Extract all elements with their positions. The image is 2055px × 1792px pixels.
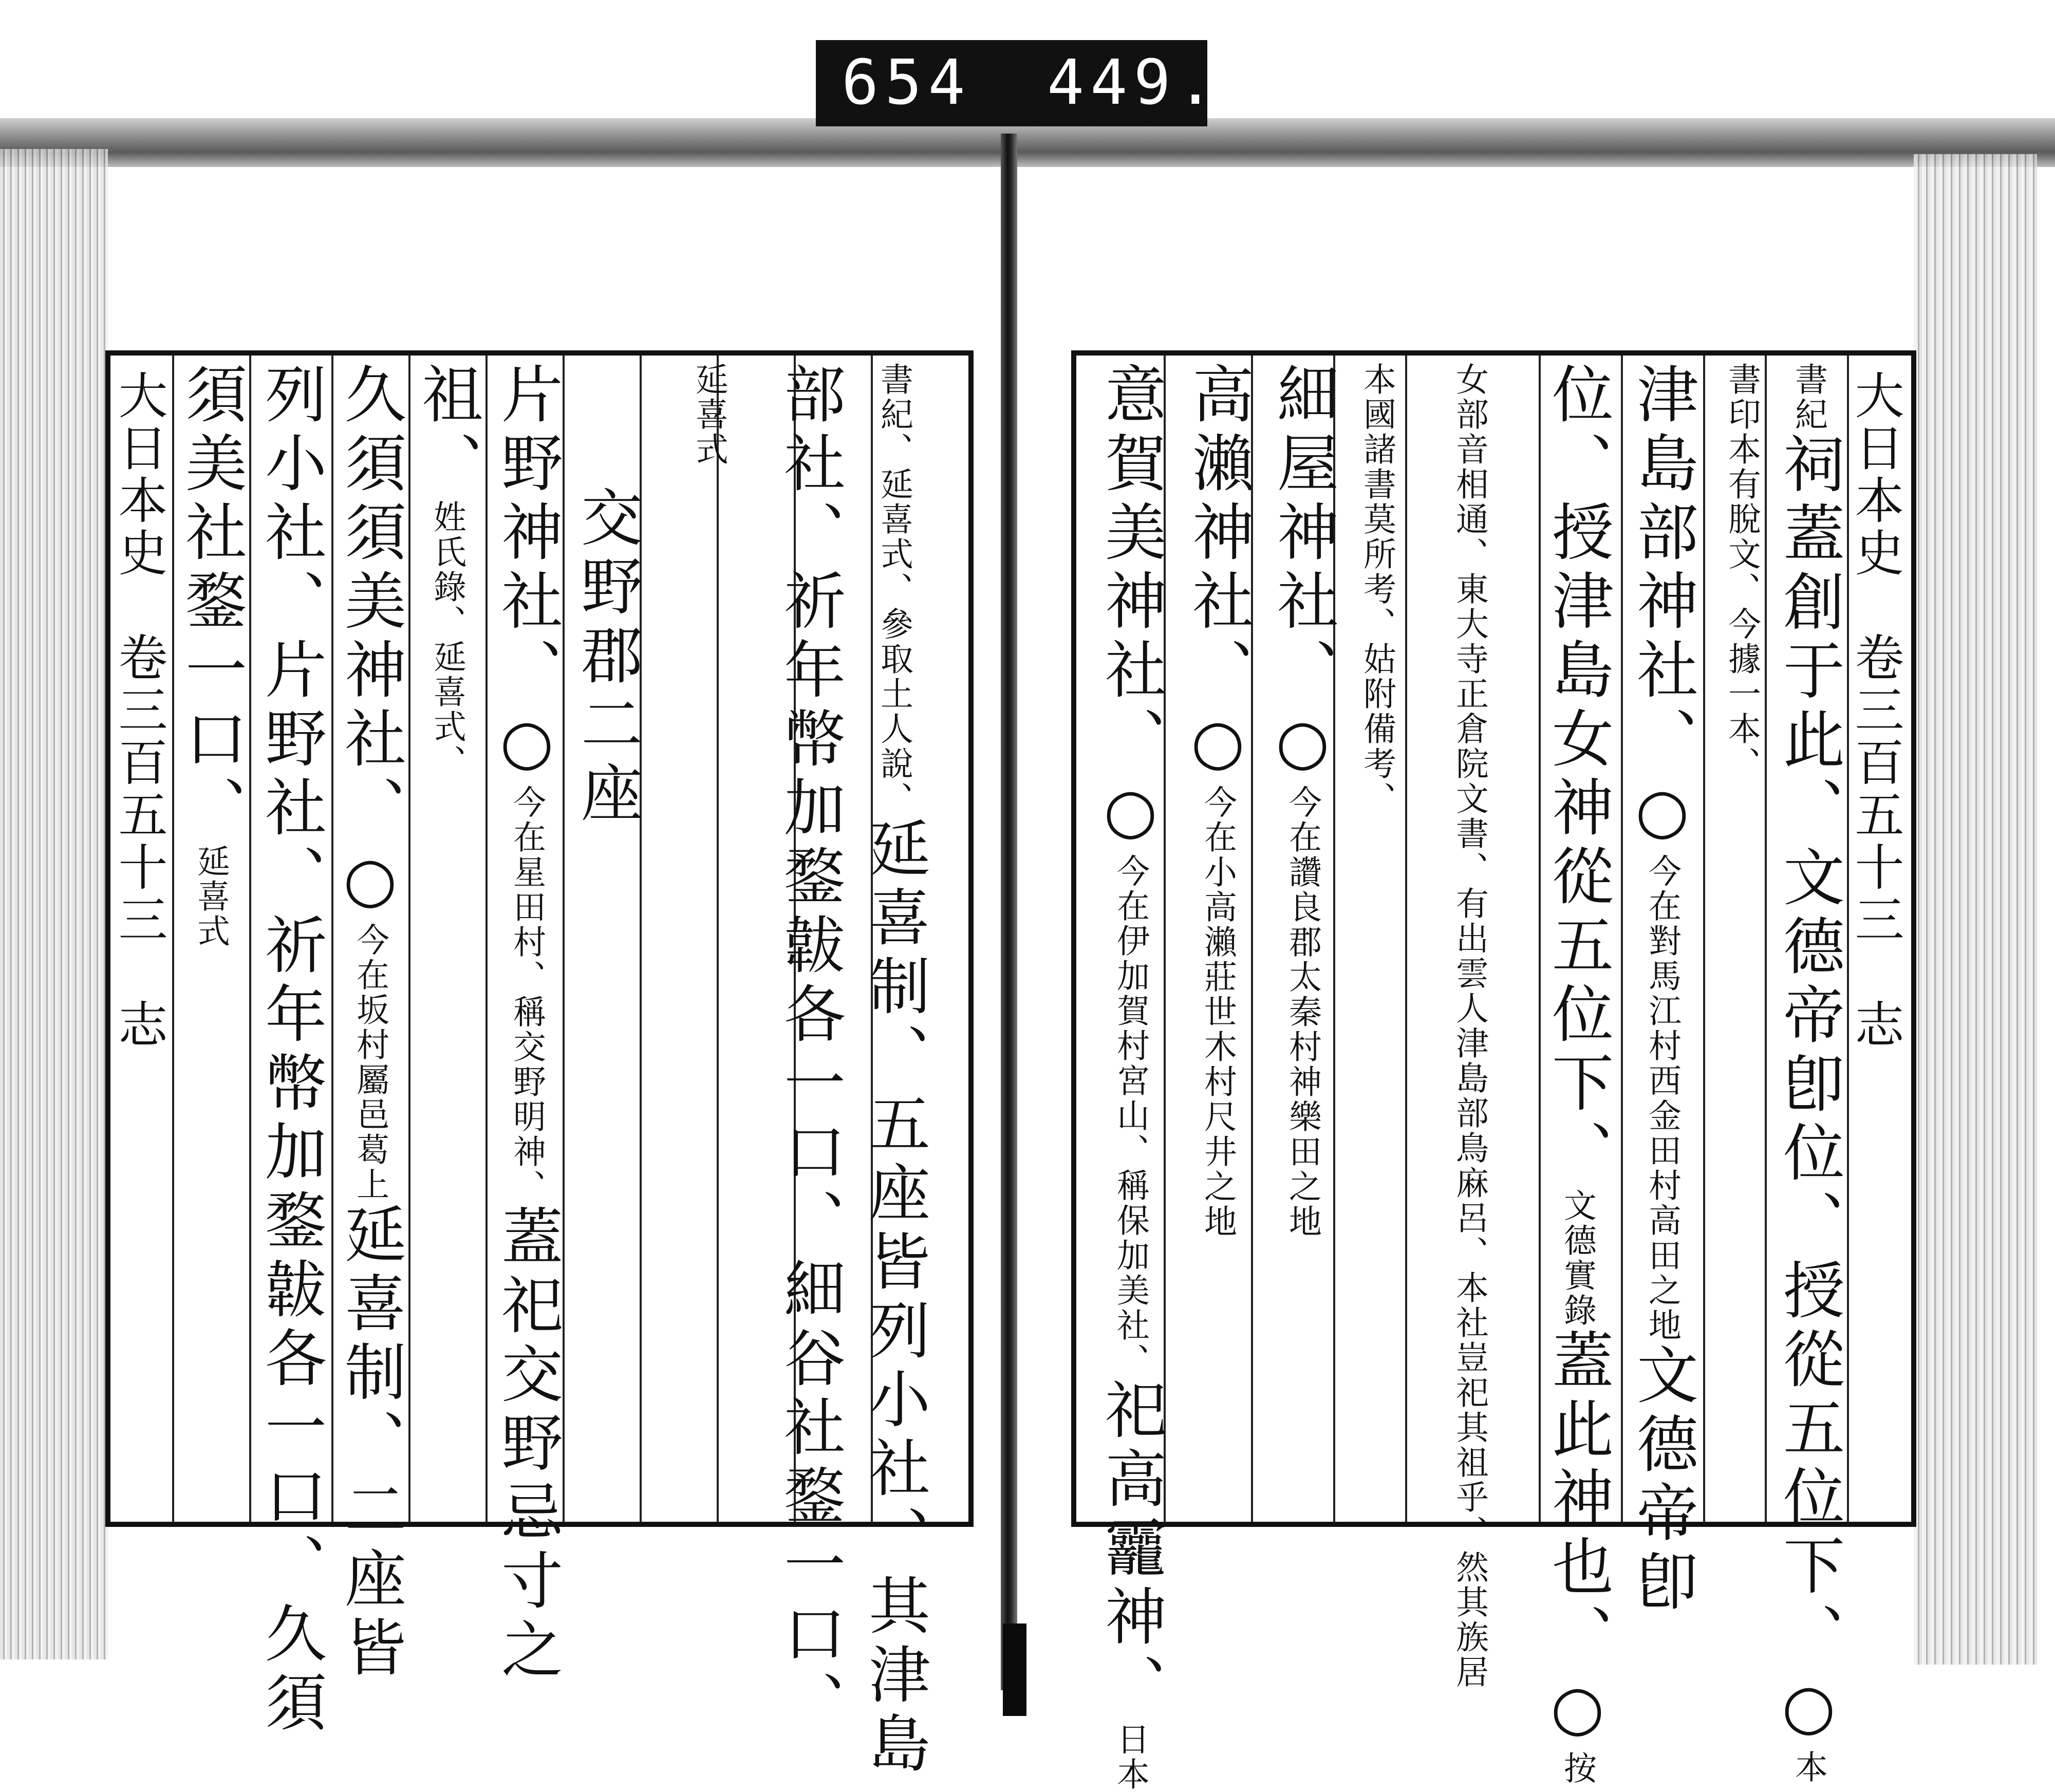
text-note: 日本 xyxy=(1111,1722,1149,1792)
left-col-5 xyxy=(485,362,568,1686)
text-note: 延喜式 xyxy=(192,844,230,949)
text-tail: 延喜制、二座皆 xyxy=(334,1202,406,1684)
text-note: 女部音相通、東大寺正倉院文書、有出雲人津島部鳥麻呂、本社豈祀其祖乎、然其族居 xyxy=(1450,362,1488,1690)
text-main: 部社、祈年幣加鍪韍各一口、細谷社鍪一口、 xyxy=(774,362,845,1739)
text-main: 細屋神社、○ xyxy=(1267,362,1338,785)
left-page-edge xyxy=(0,149,108,1659)
text-main: 須美社鍪一口、 xyxy=(175,362,247,844)
text-main: 祠蓋創于此、文德帝卽位、授從五位下、○ xyxy=(1773,432,1844,1750)
left-col-1 xyxy=(170,362,252,1518)
right-col-2 xyxy=(1176,362,1259,1518)
text-main: 列小社、片野社、祈年幣加鍪韍各一口、久須 xyxy=(255,362,326,1739)
left-col-2 xyxy=(249,362,331,1739)
left-col-3 xyxy=(329,362,411,1684)
text-main: 片野神社、○ xyxy=(491,362,563,785)
text-note: 本國諸書莫所考、姑附備考、 xyxy=(1358,362,1396,816)
text-note: 文德實錄 xyxy=(1558,1188,1596,1328)
text-note: 本 xyxy=(1789,1750,1827,1785)
right-col-6 xyxy=(1536,362,1618,1786)
archive-label-left: 654 xyxy=(842,47,972,119)
text-note: 今在讚良郡太秦村神樂田之地 xyxy=(1283,785,1321,1239)
text-note: 書紀 xyxy=(1789,362,1827,432)
spine-clip xyxy=(1003,1623,1026,1716)
text-main: 祖、 xyxy=(412,362,483,500)
text-main: 津島部神社、○ xyxy=(1627,362,1698,854)
text-note: 延喜式 xyxy=(690,362,728,467)
right-page-edge xyxy=(1914,154,2037,1665)
left-col-4 xyxy=(406,362,488,1518)
text-tail: 蓋祀交野忌寸之 xyxy=(491,1204,563,1686)
text-tail: 蓋此神也、○ xyxy=(1542,1328,1613,1751)
text-tail: 祀高龗神、 xyxy=(1095,1378,1166,1722)
text-note: 今在伊加賀村宮山、稱保加美社、 xyxy=(1111,854,1149,1378)
left-margin-title xyxy=(108,354,175,1526)
left-col-7 xyxy=(668,362,750,1518)
text-note: 按 xyxy=(1558,1751,1596,1786)
left-margin-title-text: 大日本史 卷三百五十三 志 xyxy=(110,370,168,1051)
right-col-9 xyxy=(1767,362,1850,1785)
section-heading: 交野郡二座 xyxy=(571,486,642,830)
right-col-5 xyxy=(1428,362,1510,1690)
book-spine xyxy=(1001,134,1017,1690)
text-note: 今在對馬江村西金田村高田之地 xyxy=(1643,854,1681,1343)
text-note: 今在星田村、稱交野明神、 xyxy=(508,785,546,1204)
archive-label xyxy=(816,40,1220,126)
text-note: 今在小高瀨莊世木村尺井之地 xyxy=(1199,785,1237,1239)
text-note: 書紀、延喜式、參取土人說、 xyxy=(875,362,913,816)
right-col-7 xyxy=(1621,362,1703,1618)
left-col-8 xyxy=(768,362,850,1739)
text-main: 高瀨神社、○ xyxy=(1182,362,1254,785)
archive-label-right: 449. xyxy=(1047,47,1220,119)
right-col-1 xyxy=(1089,362,1171,1792)
text-note: 書印本有脫文、今據一本、 xyxy=(1723,362,1761,781)
text-tail: 文德帝卽 xyxy=(1627,1343,1698,1618)
text-main: 意賀美神社、○ xyxy=(1095,362,1166,854)
left-col-6-heading xyxy=(565,362,647,1641)
text-tail: 延喜制、五座皆列小社、其津島 xyxy=(858,816,930,1780)
right-margin-title-text: 大日本史 卷三百五十三 志 xyxy=(1847,370,1904,1051)
text-note: 姓氏錄、延喜式、 xyxy=(428,500,466,779)
text-main: 久須須美神社、○ xyxy=(334,362,406,923)
right-col-3 xyxy=(1261,362,1343,1518)
text-main: 位、授津島女神從五位下、 xyxy=(1542,362,1613,1188)
right-margin-title xyxy=(1847,354,1911,1526)
text-note: 今在坂村屬邑葛上 xyxy=(351,923,389,1202)
right-col-4 xyxy=(1336,362,1418,1518)
left-col-9 xyxy=(853,362,935,1780)
